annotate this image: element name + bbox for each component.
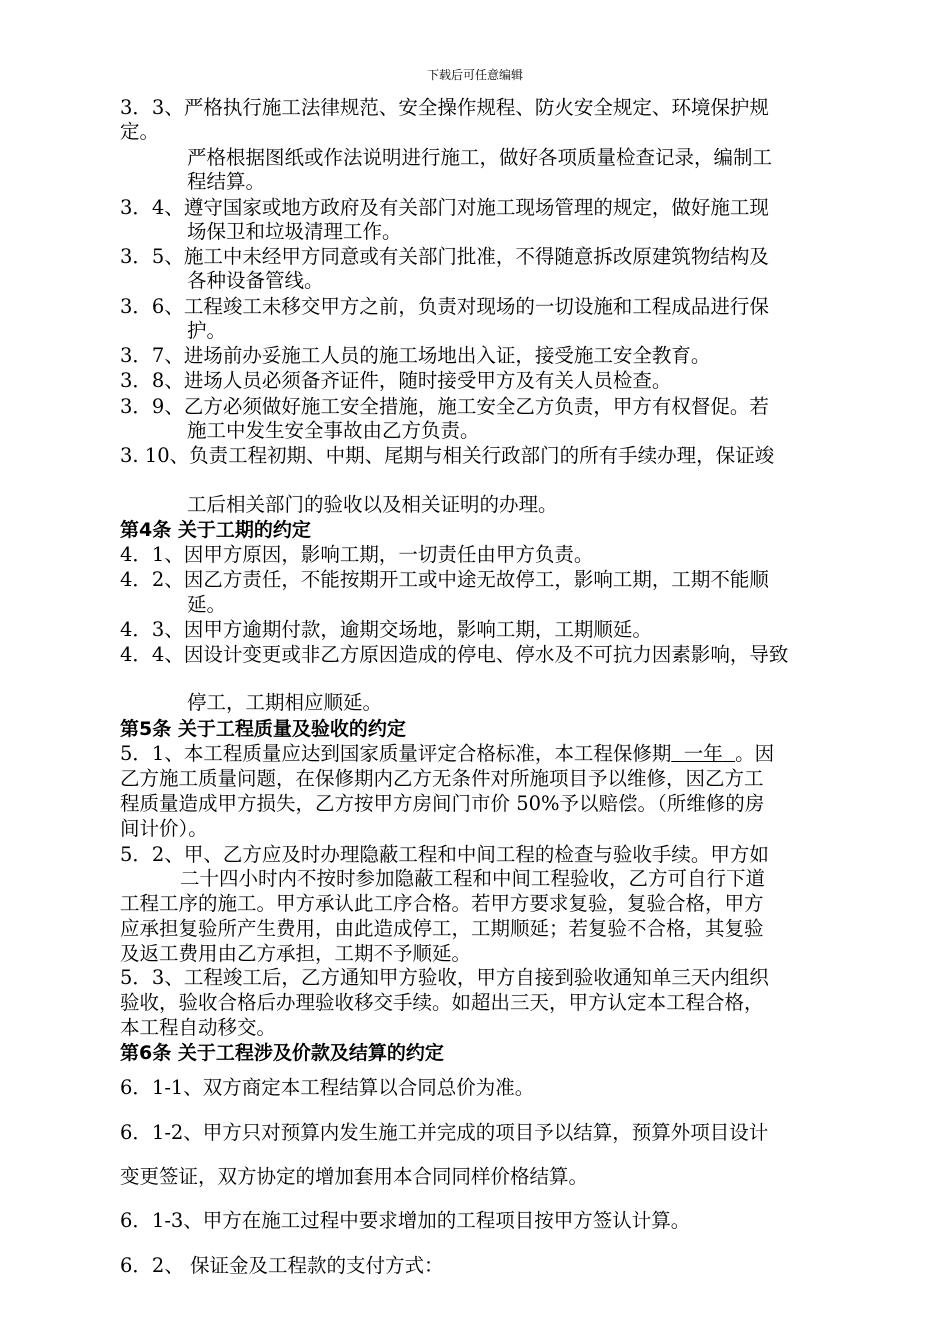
clause-4-2: 4．2、因乙方责任，不能按期开工或中途无故停工，影响工期，工期不能顺 xyxy=(120,568,769,591)
clause-3-4: 3．4、遵守国家或地方政府及有关部门对施工现场管理的规定，做好施工现 xyxy=(120,196,769,219)
clause-3-9-cont: 施工中发生安全事故由乙方负责。 xyxy=(187,419,480,442)
clause-3-6: 3．6、工程竣工未移交甲方之前，负责对现场的一切设施和工程成品进行保 xyxy=(120,295,769,318)
clause-5-2-cont-3: 应承担复验所产生费用，由此造成停工，工期顺延；若复验不合格，其复验 xyxy=(120,917,764,940)
clause-4-3: 4．3、因甲方逾期付款，逾期交场地，影响工期，工期顺延。 xyxy=(120,618,652,641)
clause-6-1-2-cont: 变更签证，双方协定的增加套用本合同同样价格结算。 xyxy=(120,1165,589,1188)
clause-5-1-cont-3: 间计价）。 xyxy=(120,817,208,840)
clause-5-1 xyxy=(120,742,774,766)
clause-5-3: 5．3、工程竣工后，乙方通知甲方验收，甲方自接到验收通知单三天内组织 xyxy=(120,966,769,989)
clause-3-6-cont: 护。 xyxy=(187,319,227,342)
clause-5-1-text: 5．1、本工程质量应达到国家质量评定合格标准，本工程保修期 xyxy=(120,742,672,765)
clause-5-1-cont-2: 程质量造成甲方损失，乙方按甲方房间门市价 50%予以赔偿。（所维修的房 xyxy=(120,792,765,815)
section-heading-5: 第5条 关于工程质量及验收的约定 xyxy=(120,718,406,740)
clause-3-10-cont: 工后相关部门的验收以及相关证明的办理。 xyxy=(187,493,558,516)
clause-5-2-cont-4: 及返工费用由乙方承担，工期不予顺延。 xyxy=(120,942,472,965)
clause-4-1: 4．1、因甲方原因，影响工期，一切责任由甲方负责。 xyxy=(120,543,594,566)
clause-5-3-cont-2: 本工程自动移交。 xyxy=(120,1016,277,1039)
page-header-note: 下载后可任意编辑 xyxy=(426,68,523,82)
clause-5-2-cont-2: 工程工序的施工。甲方承认此工序合格。若甲方要求复验，复验合格，甲方 xyxy=(120,892,764,915)
clause-6-1-3: 6．1-3、甲方在施工过程中要求增加的工程项目按甲方签认计算。 xyxy=(120,1209,691,1232)
clause-3-7: 3．7、进场前办妥施工人员的施工场地出入证，接受施工安全教育。 xyxy=(120,344,711,367)
clause-5-1-cont-1: 乙方施工质量问题，在保修期内乙方无条件对所施项目予以维修，因乙方工 xyxy=(120,767,764,790)
clause-3-3-para: 严格根据图纸或作法说明进行施工，做好各项质量检查记录，编制工 xyxy=(187,146,773,169)
clause-5-3-cont-1: 验收，验收合格后办理验收移交手续。如超出三天，甲方认定本工程合格， xyxy=(120,991,764,1014)
clause-6-1-1: 6．1-1、双方商定本工程结算以合同总价为准。 xyxy=(120,1076,535,1099)
clause-6-1-2: 6．1-2、甲方只对预算内发生施工并完成的项目予以结算，预算外项目设计 xyxy=(120,1121,769,1144)
clause-6-2: 6．2、 保证金及工程款的支付方式： xyxy=(120,1254,444,1277)
clause-3-8: 3．8、进场人员必须备齐证件，随时接受甲方及有关人员检查。 xyxy=(120,369,672,392)
clause-3-3: 3．3、严格执行施工法律规范、安全操作规程、防火安全规定、环境保护规 xyxy=(120,96,769,119)
clause-4-2-cont: 延。 xyxy=(187,593,227,616)
clause-5-2: 5．2、甲、乙方应及时办理隐蔽工程和中间工程的检查与验收手续。甲方如 xyxy=(120,843,769,866)
section-heading-4: 第4条 关于工期的约定 xyxy=(120,519,311,541)
clause-3-10: 3. 10、负责工程初期、中期、尾期与相关行政部门的所有手续办理，保证竣 xyxy=(120,444,775,467)
clause-3-3-cont: 定。 xyxy=(120,120,160,143)
clause-5-1-tail: 。因 xyxy=(735,742,775,765)
clause-4-4-cont: 停工，工期相应顺延。 xyxy=(187,691,383,714)
clause-3-4-cont: 场保卫和垃圾清理工作。 xyxy=(187,220,402,243)
clause-3-5-cont: 各种设备管线。 xyxy=(187,269,324,292)
clause-4-4: 4．4、因设计变更或非乙方原因造成的停电、停水及不可抗力因素影响，导致 xyxy=(120,643,789,666)
clause-3-9: 3．9、乙方必须做好施工安全措施，施工安全乙方负责，甲方有权督促。若 xyxy=(120,395,769,418)
section-heading-6: 第6条 关于工程涉及价款及结算的约定 xyxy=(120,1042,444,1064)
clause-3-3-para-cont: 程结算。 xyxy=(187,170,266,193)
clause-5-2-cont-1: 二十四小时内不按时参加隐蔽工程和中间工程验收，乙方可自行下道 xyxy=(180,867,766,890)
clause-3-5: 3．5、施工中未经甲方同意或有关部门批准，不得随意拆改原建筑物结构及 xyxy=(120,245,769,268)
warranty-period: 一年 xyxy=(683,742,723,765)
